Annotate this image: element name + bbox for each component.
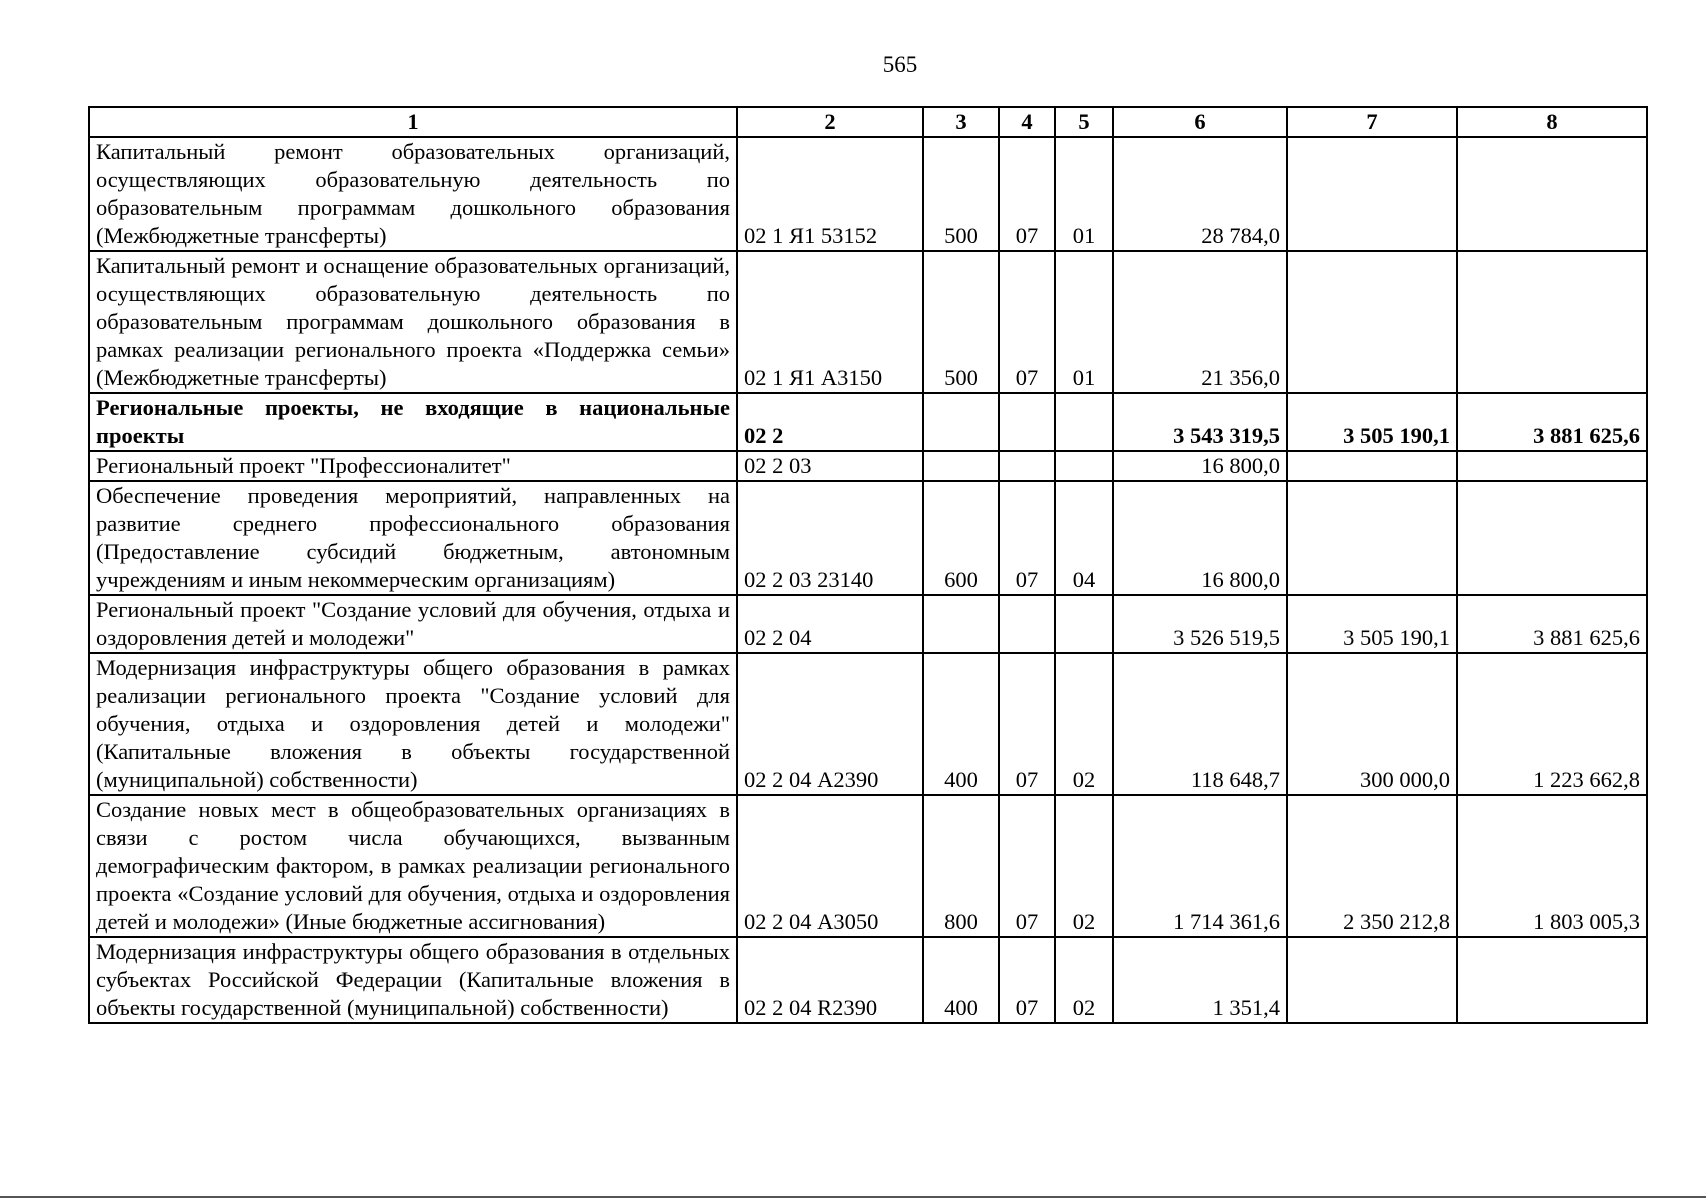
row-amount-col7 <box>1287 251 1457 393</box>
table-row-bold <box>89 393 1647 451</box>
row-amount-col6: 21 356,0 <box>1113 251 1287 393</box>
row-amount-col6: 118 648,7 <box>1113 653 1287 795</box>
column-header: 6 <box>1113 107 1287 137</box>
table-row <box>89 251 1647 393</box>
row-code: 02 2 03 23140 <box>737 481 923 595</box>
page-number: 565 <box>882 52 918 77</box>
scan-edge-divider <box>0 1196 1706 1198</box>
row-expense-type: 500 <box>923 137 999 251</box>
row-amount-col6: 28 784,0 <box>1113 137 1287 251</box>
row-subsection: 02 <box>1055 937 1113 1023</box>
row-section <box>999 393 1055 451</box>
row-section: 07 <box>999 937 1055 1023</box>
row-section: 07 <box>999 481 1055 595</box>
row-subsection <box>1055 393 1113 451</box>
row-amount-col7: 300 000,0 <box>1287 653 1457 795</box>
row-amount-col6: 1 714 361,6 <box>1113 795 1287 937</box>
header-row <box>89 107 1647 137</box>
row-expense-type: 800 <box>923 795 999 937</box>
row-amount-col6: 1 351,4 <box>1113 937 1287 1023</box>
row-amount-col7: 2 350 212,8 <box>1287 795 1457 937</box>
table-row <box>89 481 1647 595</box>
row-amount-col8 <box>1457 251 1647 393</box>
row-expense-type <box>923 451 999 481</box>
row-amount-col7 <box>1287 937 1457 1023</box>
row-section: 07 <box>999 251 1055 393</box>
table-row <box>89 795 1647 937</box>
row-description: Региональный проект "Создание условий для обучения, отдыха и оздоровления детей и молодежи" <box>89 595 737 653</box>
column-header: 4 <box>999 107 1055 137</box>
row-description: Региональные проекты, не входящие в национальные проекты <box>89 393 737 451</box>
row-description: Обеспечение проведения мероприятий, направленных на развитие среднего профессионального образования (Предоставление субсидий бюджетным, автономным учреждениям и иным некоммерческим организациям) <box>89 481 737 595</box>
row-amount-col8 <box>1457 937 1647 1023</box>
row-amount-col7: 3 505 190,1 <box>1287 595 1457 653</box>
row-code: 02 1 Я1 А3150 <box>737 251 923 393</box>
row-section <box>999 595 1055 653</box>
row-amount-col7: 3 505 190,1 <box>1287 393 1457 451</box>
table-row <box>89 595 1647 653</box>
row-description: Капитальный ремонт образовательных организаций, осуществляющих образовательную деятельность по образовательным программам дошкольного образования (Межбюджетные трансферты) <box>89 137 737 251</box>
row-section: 07 <box>999 137 1055 251</box>
column-header: 3 <box>923 107 999 137</box>
row-amount-col8 <box>1457 481 1647 595</box>
row-amount-col7 <box>1287 451 1457 481</box>
row-description: Создание новых мест в общеобразовательных организациях в связи с ростом числа обучающихся, вызванным демографическим фактором, в рамках реализации регионального проекта «Создание условий для обучения, отдыха и оздоровления детей и молодежи» (Иные бюджетные ассигнования) <box>89 795 737 937</box>
row-description: Модернизация инфраструктуры общего образования в отдельных субъектах Российской Федерации (Капитальные вложения в объекты государственной (муниципальной) собственности) <box>89 937 737 1023</box>
row-expense-type: 400 <box>923 937 999 1023</box>
row-code: 02 1 Я1 53152 <box>737 137 923 251</box>
column-header: 8 <box>1457 107 1647 137</box>
table-row <box>89 451 1647 481</box>
row-code: 02 2 <box>737 393 923 451</box>
row-amount-col7 <box>1287 137 1457 251</box>
row-section: 07 <box>999 653 1055 795</box>
row-amount-col8: 3 881 625,6 <box>1457 595 1647 653</box>
column-header: 1 <box>89 107 737 137</box>
row-subsection <box>1055 451 1113 481</box>
row-section: 07 <box>999 795 1055 937</box>
row-subsection: 02 <box>1055 795 1113 937</box>
table-row <box>89 653 1647 795</box>
row-amount-col6: 3 526 519,5 <box>1113 595 1287 653</box>
table-row <box>89 137 1647 251</box>
row-code: 02 2 04 R2390 <box>737 937 923 1023</box>
row-code: 02 2 03 <box>737 451 923 481</box>
row-subsection: 04 <box>1055 481 1113 595</box>
row-section <box>999 451 1055 481</box>
row-expense-type: 400 <box>923 653 999 795</box>
row-amount-col6: 3 543 319,5 <box>1113 393 1287 451</box>
row-amount-col6: 16 800,0 <box>1113 451 1287 481</box>
row-amount-col8: 1 803 005,3 <box>1457 795 1647 937</box>
row-amount-col8: 1 223 662,8 <box>1457 653 1647 795</box>
row-subsection: 01 <box>1055 251 1113 393</box>
row-subsection: 02 <box>1055 653 1113 795</box>
row-description: Региональный проект "Профессионалитет" <box>89 451 737 481</box>
row-amount-col8: 3 881 625,6 <box>1457 393 1647 451</box>
row-amount-col7 <box>1287 481 1457 595</box>
row-code: 02 2 04 А2390 <box>737 653 923 795</box>
row-description: Капитальный ремонт и оснащение образовательных организаций, осуществляющих образовательную деятельность по образовательным программам дошкольного образования в рамках реализации регионального проекта «Поддержка семьи» (Межбюджетные трансферты) <box>89 251 737 393</box>
row-amount-col8 <box>1457 451 1647 481</box>
row-expense-type: 500 <box>923 251 999 393</box>
table-row <box>89 937 1647 1023</box>
column-header: 5 <box>1055 107 1113 137</box>
row-expense-type <box>923 393 999 451</box>
row-subsection: 01 <box>1055 137 1113 251</box>
row-amount-col8 <box>1457 137 1647 251</box>
column-header: 2 <box>737 107 923 137</box>
column-header: 7 <box>1287 107 1457 137</box>
row-code: 02 2 04 А3050 <box>737 795 923 937</box>
row-description: Модернизация инфраструктуры общего образования в рамках реализации регионального проекта "Создание условий для обучения, отдыха и оздоровления детей и молодежи" (Капитальные вложения в объекты государственной (муниципальной) собственности) <box>89 653 737 795</box>
row-expense-type <box>923 595 999 653</box>
row-amount-col6: 16 800,0 <box>1113 481 1287 595</box>
row-expense-type: 600 <box>923 481 999 595</box>
row-subsection <box>1055 595 1113 653</box>
row-code: 02 2 04 <box>737 595 923 653</box>
budget-table <box>88 106 1648 1024</box>
